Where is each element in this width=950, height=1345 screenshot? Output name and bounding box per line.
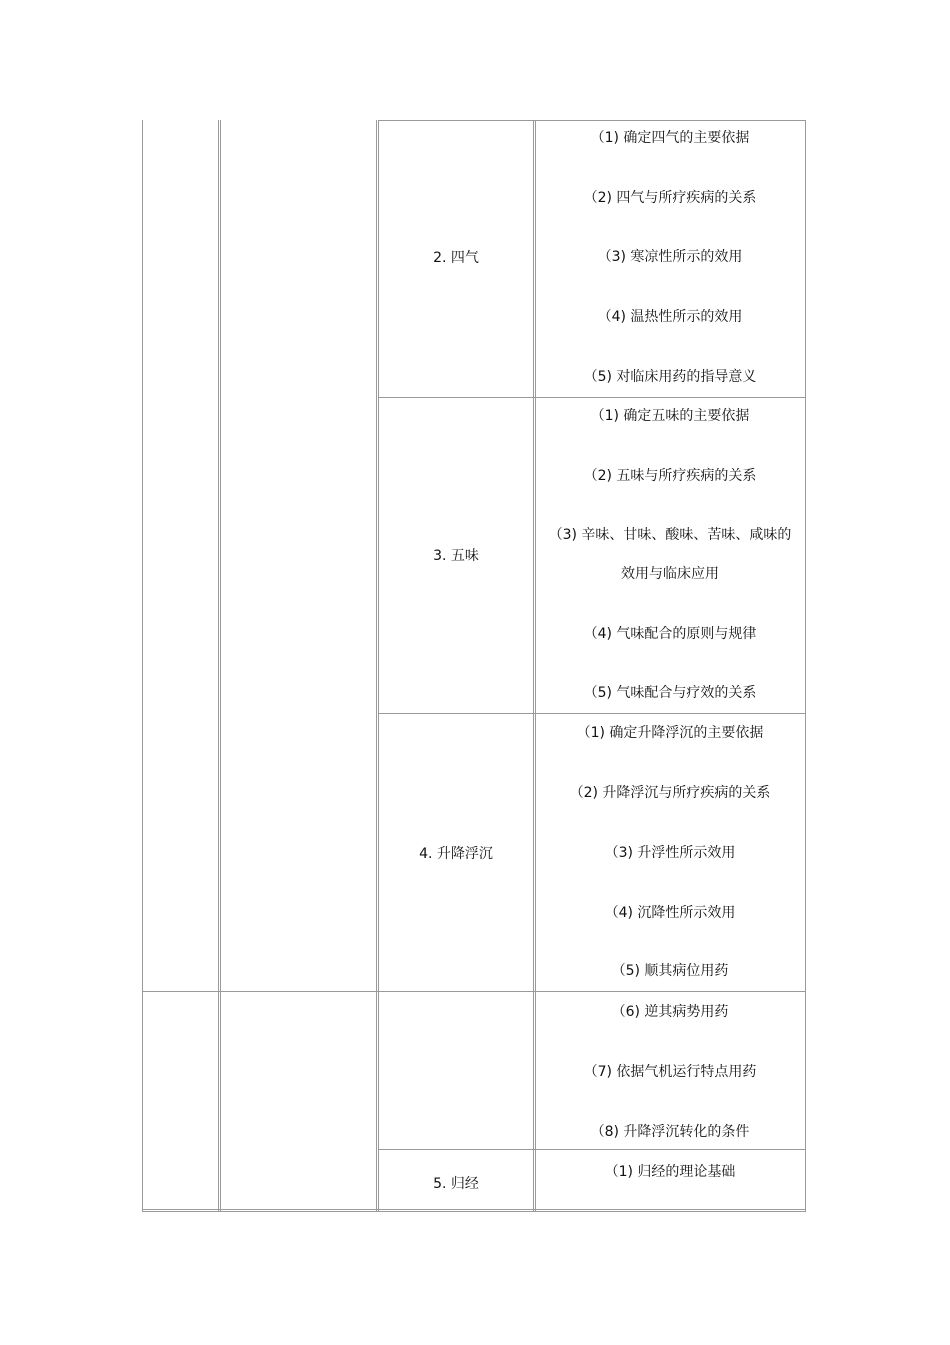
topic-label: 2. 四气 [433,250,479,266]
list-item: （8) 升降浮沉转化的条件 [590,1124,750,1140]
syllabus-table [142,120,807,1212]
list-item: （6) 逆其病势用药 [611,1004,729,1020]
column-rule [142,120,143,1212]
list-item: （2) 五味与所疗疾病的关系 [583,468,757,484]
list-item: （2) 四气与所疗疾病的关系 [583,190,757,206]
column-rule [218,120,219,1212]
list-item: （3) 寒凉性所示的效用 [597,249,743,265]
row-rule [378,120,806,121]
row-rule [142,1211,806,1212]
list-item: （5) 顺其病位用药 [611,963,729,979]
row-rule [378,397,806,398]
column-rule [378,120,379,1212]
list-item: （5) 气味配合与疗效的关系 [583,685,757,701]
column-rule [533,120,534,1212]
column-rule [535,120,536,1212]
topic-label: 5. 归经 [433,1176,479,1192]
list-item: （4) 气味配合的原则与规律 [583,626,757,642]
list-item: （4) 沉降性所示效用 [604,905,736,921]
list-item: （3) 升浮性所示效用 [604,845,736,861]
column-rule [805,120,806,1212]
row-rule [142,1209,806,1210]
list-item: （1) 确定四气的主要依据 [590,130,750,146]
column-rule [220,120,221,1212]
row-rule [378,1149,806,1150]
row-rule [142,991,806,992]
list-item: （1) 确定五味的主要依据 [590,408,750,424]
topic-label: 3. 五味 [433,548,479,564]
list-item: （4) 温热性所示的效用 [597,309,743,325]
list-item: （7) 依据气机运行特点用药 [583,1064,757,1080]
topic-label: 4. 升降浮沉 [419,846,493,862]
list-item: （1) 归经的理论基础 [604,1164,736,1180]
list-item: （3) 辛味、甘味、酸味、苦味、咸味的效用与临床应用 [548,527,792,582]
row-rule [378,713,806,714]
list-item: （5) 对临床用药的指导意义 [583,369,757,385]
list-item: （1) 确定升降浮沉的主要依据 [576,725,764,741]
column-rule [376,120,377,1212]
list-item: （2) 升降浮沉与所疗疾病的关系 [569,785,771,801]
